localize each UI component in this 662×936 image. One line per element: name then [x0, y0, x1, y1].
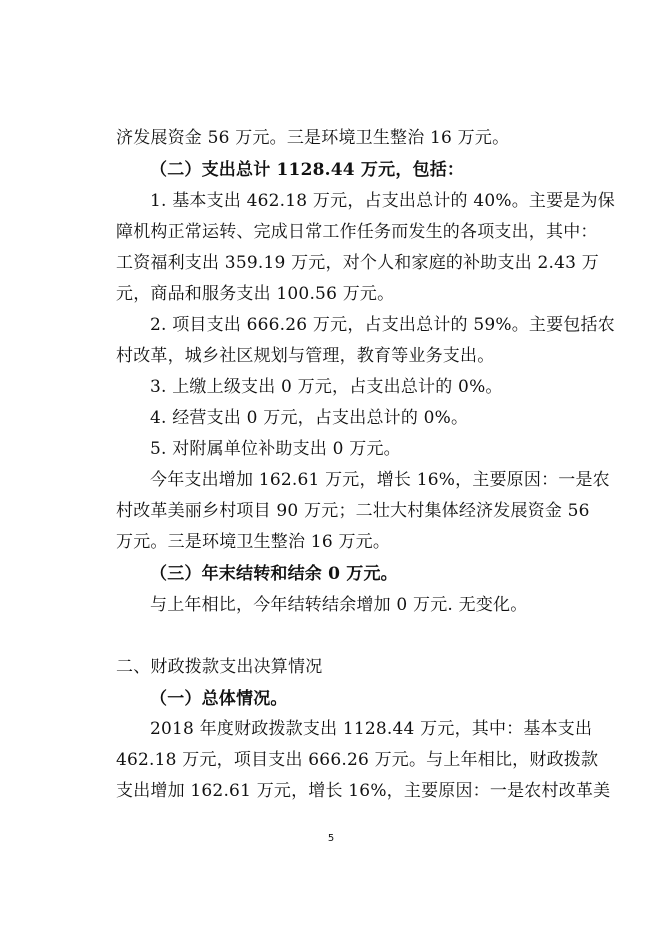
text-line: 万元。三是环境卫生整治 16 万元。 [116, 532, 391, 552]
text-line: 今年支出增加 162.61 万元，增长 16%，主要原因：一是农 [150, 470, 610, 490]
text-line: 5. 对附属单位补助支出 0 万元。 [150, 439, 401, 459]
subheading-expenditure-total: （二）支出总计 1128.44 万元，包括： [150, 160, 465, 180]
text-line: 元，商品和服务支出 100.56 万元。 [116, 284, 395, 304]
section-heading-fiscal-appropriation: 二、财政拨款支出决算情况 [116, 657, 323, 677]
text-line: 1. 基本支出 462.18 万元，占支出总计的 40%。主要是为保 [150, 191, 615, 211]
text-line: 3. 上缴上级支出 0 万元，占支出总计的 0%。 [150, 377, 503, 397]
text-line: 村改革美丽乡村项目 90 万元；二壮大村集体经济发展资金 56 [116, 501, 590, 521]
text-line: 2018 年度财政拨款支出 1128.44 万元，其中：基本支出 [150, 719, 593, 739]
text-line: 2. 项目支出 666.26 万元，占支出总计的 59%。主要包括农 [150, 315, 615, 335]
text-line: 与上年相比，今年结转结余增加 0 万元. 无变化。 [150, 595, 528, 615]
subheading-overall-situation: （一）总体情况。 [150, 689, 288, 709]
text-line: 村改革，城乡社区规划与管理，教育等业务支出。 [116, 346, 495, 366]
text-line: 支出增加 162.61 万元，增长 16%，主要原因：一是农村改革美 [116, 781, 611, 801]
page-number: 5 [327, 833, 335, 844]
text-line: 障机构正常运转、完成日常工作任务而发生的各项支出，其中： [116, 222, 598, 242]
subheading-year-end-balance: （三）年末结转和结余 0 万元。 [150, 564, 398, 584]
text-line: 工资福利支出 359.19 万元，对个人和家庭的补助支出 2.43 万 [116, 253, 599, 273]
text-line: 济发展资金 56 万元。三是环境卫生整治 16 万元。 [116, 128, 510, 148]
text-line: 4. 经营支出 0 万元，占支出总计的 0%。 [150, 408, 469, 428]
text-line: 462.18 万元，项目支出 666.26 万元。与上年相比，财政拨款 [116, 750, 599, 770]
